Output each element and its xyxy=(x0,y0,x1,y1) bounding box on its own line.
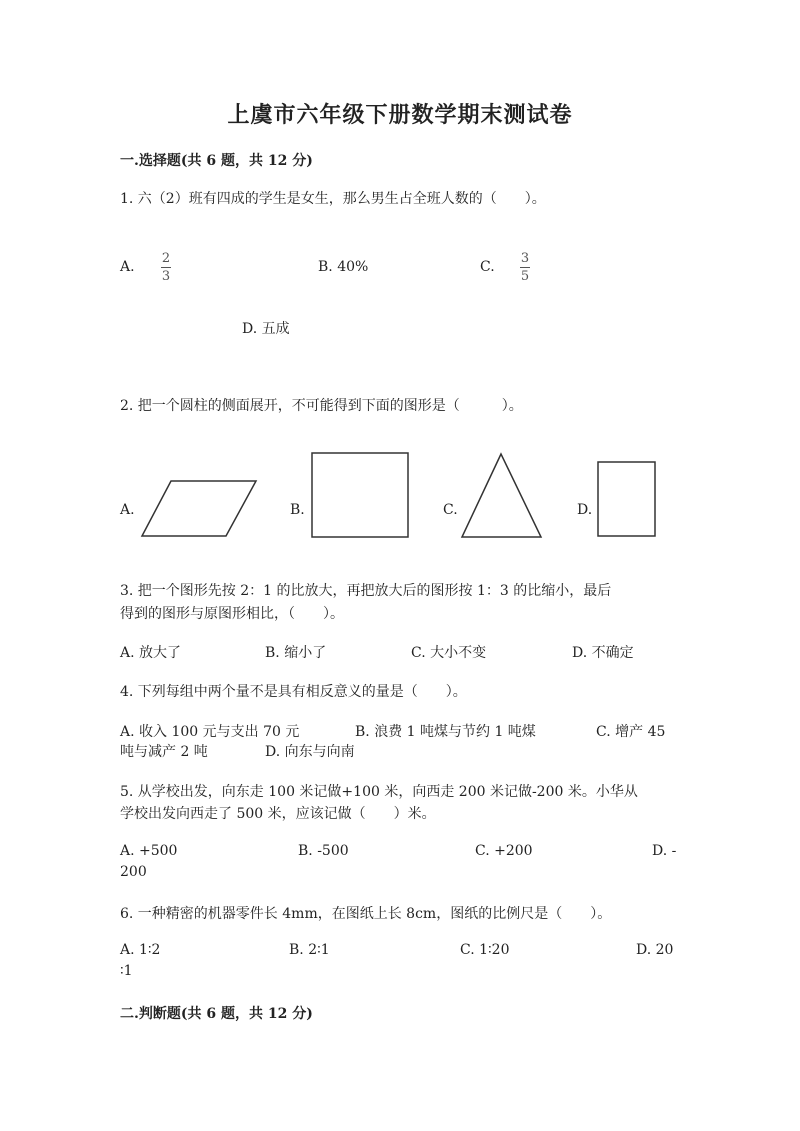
q2-option-b-label: B. xyxy=(290,502,305,518)
q6-option-d-part-1: D. 20 xyxy=(636,942,674,958)
q6-option-b: B. 2∶1 xyxy=(289,942,330,958)
q4-option-a: A. 收入 100 元与支出 70 元 xyxy=(120,724,300,740)
q4-option-c-part-1: C. 增产 45 xyxy=(596,724,666,740)
q3-option-c: C. 大小不变 xyxy=(411,645,487,661)
q1-option-a-fraction xyxy=(161,252,171,283)
section-heading-judgment: 二.判断题(共 6 题，共 12 分) xyxy=(120,1006,313,1022)
q3-option-a: A. 放大了 xyxy=(120,645,182,661)
question-5-line-2: 学校出发向西走了 500 米，应该记做（ ）米。 xyxy=(120,806,436,822)
fraction-bar xyxy=(520,267,530,268)
triangle-figure xyxy=(462,454,541,537)
q5-option-a: A. +500 xyxy=(120,843,178,859)
q1-a-numerator: 2 xyxy=(161,251,171,266)
question-2-text: 2. 把一个圆柱的侧面展开，不可能得到下面的图形是（ ）。 xyxy=(120,398,523,414)
q6-option-d-part-2: ∶1 xyxy=(120,963,133,979)
q5-option-b: B. -500 xyxy=(298,843,349,859)
question-4-text: 4. 下列每组中两个量不是具有相反意义的量是（ ）。 xyxy=(120,684,467,700)
q4-option-d: D. 向东与向南 xyxy=(265,744,355,760)
q3-option-d: D. 不确定 xyxy=(572,645,634,661)
q4-option-b: B. 浪费 1 吨煤与节约 1 吨煤 xyxy=(355,724,536,740)
q1-option-c-fraction xyxy=(520,252,530,283)
q4-option-c-part-2: 吨与减产 2 吨 xyxy=(120,744,208,760)
q2-option-d-label: D. xyxy=(577,502,593,518)
q1-a-denominator: 3 xyxy=(161,269,171,284)
parallelogram-figure xyxy=(142,481,256,536)
q1-option-d: D. 五成 xyxy=(242,321,290,337)
q1-c-denominator: 5 xyxy=(520,269,530,284)
page-title: 上虞市六年级下册数学期末测试卷 xyxy=(227,102,573,128)
q5-option-c: C. +200 xyxy=(475,843,533,859)
q5-option-d-part-1: D. - xyxy=(652,843,677,859)
q3-option-b: B. 缩小了 xyxy=(265,645,327,661)
square-figure xyxy=(312,453,408,537)
q1-option-a-label: A. xyxy=(120,259,135,275)
q2-option-c-label: C. xyxy=(443,502,458,518)
q6-option-c: C. 1∶20 xyxy=(460,942,510,958)
question-1-text: 1. 六（2）班有四成的学生是女生，那么男生占全班人数的（ ）。 xyxy=(120,191,546,207)
question-6-text: 6. 一种精密的机器零件长 4mm，在图纸上长 8cm，图纸的比例尺是（ ）。 xyxy=(120,906,612,922)
section-heading-choice: 一.选择题(共 6 题，共 12 分) xyxy=(120,153,313,169)
question-3-line-2: 得到的图形与原图形相比，（ ）。 xyxy=(120,606,344,622)
fraction-bar xyxy=(161,267,171,268)
question-3-line-1: 3. 把一个图形先按 2：1 的比放大，再把放大后的图形按 1：3 的比缩小，最后 xyxy=(120,583,612,599)
q5-option-d-part-2: 200 xyxy=(120,864,147,880)
q6-option-a: A. 1∶2 xyxy=(120,942,161,958)
rectangle-figure xyxy=(598,462,655,536)
q2-figures xyxy=(0,445,800,565)
q1-option-b: B. 40% xyxy=(318,259,369,275)
q1-option-c-label: C. xyxy=(480,259,495,275)
q1-c-numerator: 3 xyxy=(520,251,530,266)
question-5-line-1: 5. 从学校出发，向东走 100 米记做+100 米，向西走 200 米记做-200 米。小华从 xyxy=(120,784,638,800)
q2-option-a-label: A. xyxy=(120,502,135,518)
